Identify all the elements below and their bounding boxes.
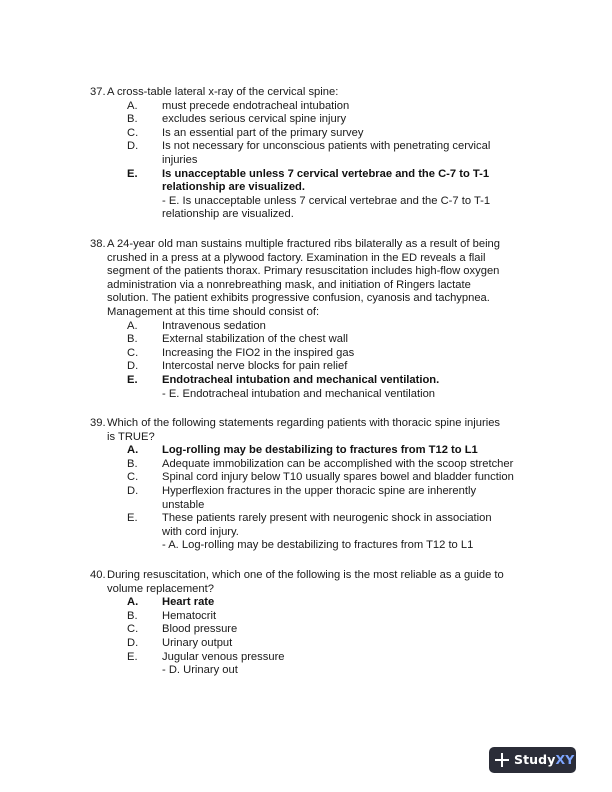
option-text-line: Adequate immobilization can be accomplished with the scoop stretcher	[162, 457, 514, 470]
option-letter: E.	[127, 650, 138, 663]
answer-option	[127, 444, 542, 458]
option-letter: C.	[127, 471, 139, 484]
option-text-line: Log-rolling may be destabilizing to fractures from T12 to L1	[162, 444, 478, 457]
question-text-line: solution. The patient exhibits progressive confusion, cyanosis and tachypnea.	[107, 292, 490, 305]
question-text-line: During resuscitation, which one of the following is the most reliable as a guide to	[107, 569, 504, 581]
logo-text	[514, 753, 574, 767]
option-text	[162, 374, 542, 388]
option-text	[162, 320, 542, 334]
question-text-line: A cross-table lateral x-ray of the cervical spine:	[107, 86, 339, 98]
option-text	[162, 168, 542, 195]
option-text-line: unstable	[162, 498, 205, 511]
answer-option	[127, 610, 542, 624]
answer-explanation	[162, 539, 542, 553]
option-text-line: Blood pressure	[162, 623, 238, 636]
option-text-line: injuries	[162, 153, 198, 166]
option-letter: D.	[127, 140, 139, 153]
question-text-line: segment of the patients thorax. Primary resuscitation includes high-flow oxygen	[107, 265, 500, 278]
answer-explanation	[162, 195, 542, 222]
option-text	[162, 100, 542, 114]
question-39	[90, 417, 542, 553]
question-number: 40.	[90, 569, 106, 581]
option-text-line: with cord injury.	[162, 525, 239, 538]
option-text-line: Hyperflexion fractures in the upper thoracic spine are inherently	[162, 484, 477, 497]
answer-explanation	[162, 388, 542, 402]
question-stem	[90, 86, 542, 100]
answer-option	[127, 651, 542, 665]
option-text-line: Increasing the FIO2 in the inspired gas	[162, 346, 355, 359]
question-text-line: A 24-year old man sustains multiple fractured ribs bilaterally as a result of being	[107, 238, 500, 250]
option-text	[162, 333, 542, 347]
option-letter: E.	[127, 167, 138, 180]
option-text	[162, 444, 542, 458]
option-text	[162, 127, 542, 141]
option-text-line: Spinal cord injury below T10 usually spares bowel and bladder function	[162, 471, 514, 484]
answer-option	[127, 347, 542, 361]
answer-explanation-line: relationship are visualized.	[162, 208, 294, 221]
option-letter: A.	[127, 596, 139, 609]
option-letter: A.	[127, 99, 138, 112]
question-text	[107, 569, 542, 596]
answer-option	[127, 140, 542, 167]
answer-explanation-line: - A. Log-rolling may be destabilizing to fractures from T12 to L1	[162, 539, 474, 552]
option-text	[162, 360, 542, 374]
option-text	[162, 458, 542, 472]
option-text-line: Intravenous sedation	[162, 319, 266, 332]
option-text-line: External stabilization of the chest wall	[162, 333, 348, 346]
option-text	[162, 512, 542, 539]
answer-option	[127, 127, 542, 141]
option-text	[162, 347, 542, 361]
option-text	[162, 471, 542, 485]
question-text-line: is TRUE?	[107, 430, 155, 443]
option-text	[162, 596, 542, 610]
option-text	[162, 637, 542, 651]
option-text-line: Jugular venous pressure	[162, 650, 285, 663]
answer-explanation-line: - D. Urinary out	[162, 664, 238, 677]
answer-option	[127, 113, 542, 127]
logo-text-study: Study	[514, 752, 556, 768]
question-stem	[90, 417, 542, 444]
question-stem	[90, 569, 542, 596]
option-text-line: relationship are visualized.	[162, 181, 306, 194]
question-text	[107, 238, 542, 320]
question-38	[90, 238, 542, 401]
option-letter: E.	[127, 373, 138, 386]
option-letter: A.	[127, 319, 138, 332]
question-text	[107, 417, 542, 444]
question-text-line: crushed in a press at a plywood factory. Examination in the ED reveals a flail	[107, 251, 486, 264]
option-text-line: must precede endotracheal intubation	[162, 99, 350, 112]
answer-option	[127, 100, 542, 114]
option-text-line: Is not necessary for unconscious patients with penetrating cervical	[162, 140, 491, 153]
option-text-line: These patients rarely present with neurogenic shock in association	[162, 512, 492, 525]
option-text-line: Hematocrit	[162, 609, 217, 622]
option-letter: B.	[127, 457, 138, 470]
option-text-line: Endotracheal intubation and mechanical ventilation.	[162, 373, 440, 386]
option-text	[162, 623, 542, 637]
question-text-line: volume replacement?	[107, 582, 214, 595]
answer-explanation-line: - E. Is unacceptable unless 7 cervical vertebrae and the C-7 to T-1	[162, 194, 491, 207]
option-letter: D.	[127, 484, 139, 497]
option-letter: C.	[127, 126, 139, 139]
question-text-line: administration via a nonrebreathing mask, and initiation of Ringers lactate	[107, 278, 471, 291]
logo-text-xy: XY	[555, 752, 575, 768]
option-letter: D.	[127, 636, 139, 649]
option-text-line: Is an essential part of the primary survey	[162, 126, 364, 139]
option-letter: B.	[127, 113, 138, 126]
answer-option	[127, 471, 542, 485]
option-text-line: excludes serious cervical spine injury	[162, 113, 347, 126]
plus-icon	[495, 753, 509, 767]
answer-option	[127, 458, 542, 472]
question-text-line: Management at this time should consist of:	[107, 305, 320, 318]
option-text-line: Heart rate	[162, 596, 215, 609]
answer-option	[127, 485, 542, 512]
option-text-line: Urinary output	[162, 636, 233, 649]
answer-explanation-line: - E. Endotracheal intubation and mechanical ventilation	[162, 387, 436, 400]
option-text-line: Is unacceptable unless 7 cervical vertebrae and the C-7 to T-1	[162, 167, 490, 180]
answer-option	[127, 374, 542, 388]
answer-explanation	[162, 664, 542, 678]
studyxy-logo[interactable]	[489, 747, 576, 773]
option-text	[162, 651, 542, 665]
answer-option	[127, 333, 542, 347]
answer-option	[127, 360, 542, 374]
option-text	[162, 113, 542, 127]
question-number: 39.	[90, 417, 106, 429]
option-letter: B.	[127, 609, 138, 622]
question-number: 37.	[90, 86, 106, 98]
question-40	[90, 569, 542, 678]
question-number: 38.	[90, 238, 106, 250]
option-text	[162, 485, 542, 512]
option-text	[162, 610, 542, 624]
answer-option	[127, 320, 542, 334]
option-letter: D.	[127, 360, 139, 373]
option-letter: C.	[127, 623, 139, 636]
answer-option	[127, 637, 542, 651]
question-37	[90, 86, 542, 222]
answer-option	[127, 168, 542, 195]
option-text	[162, 140, 542, 167]
option-letter: C.	[127, 346, 139, 359]
question-stem	[90, 238, 542, 320]
question-text	[107, 86, 542, 100]
answer-option	[127, 596, 542, 610]
option-letter: B.	[127, 333, 138, 346]
option-text-line: Intercostal nerve blocks for pain relief	[162, 360, 348, 373]
answer-option	[127, 623, 542, 637]
answer-option	[127, 512, 542, 539]
option-letter: A.	[127, 444, 139, 457]
option-letter: E.	[127, 512, 138, 525]
question-text-line: Which of the following statements regarding patients with thoracic spine injuries	[107, 417, 501, 429]
